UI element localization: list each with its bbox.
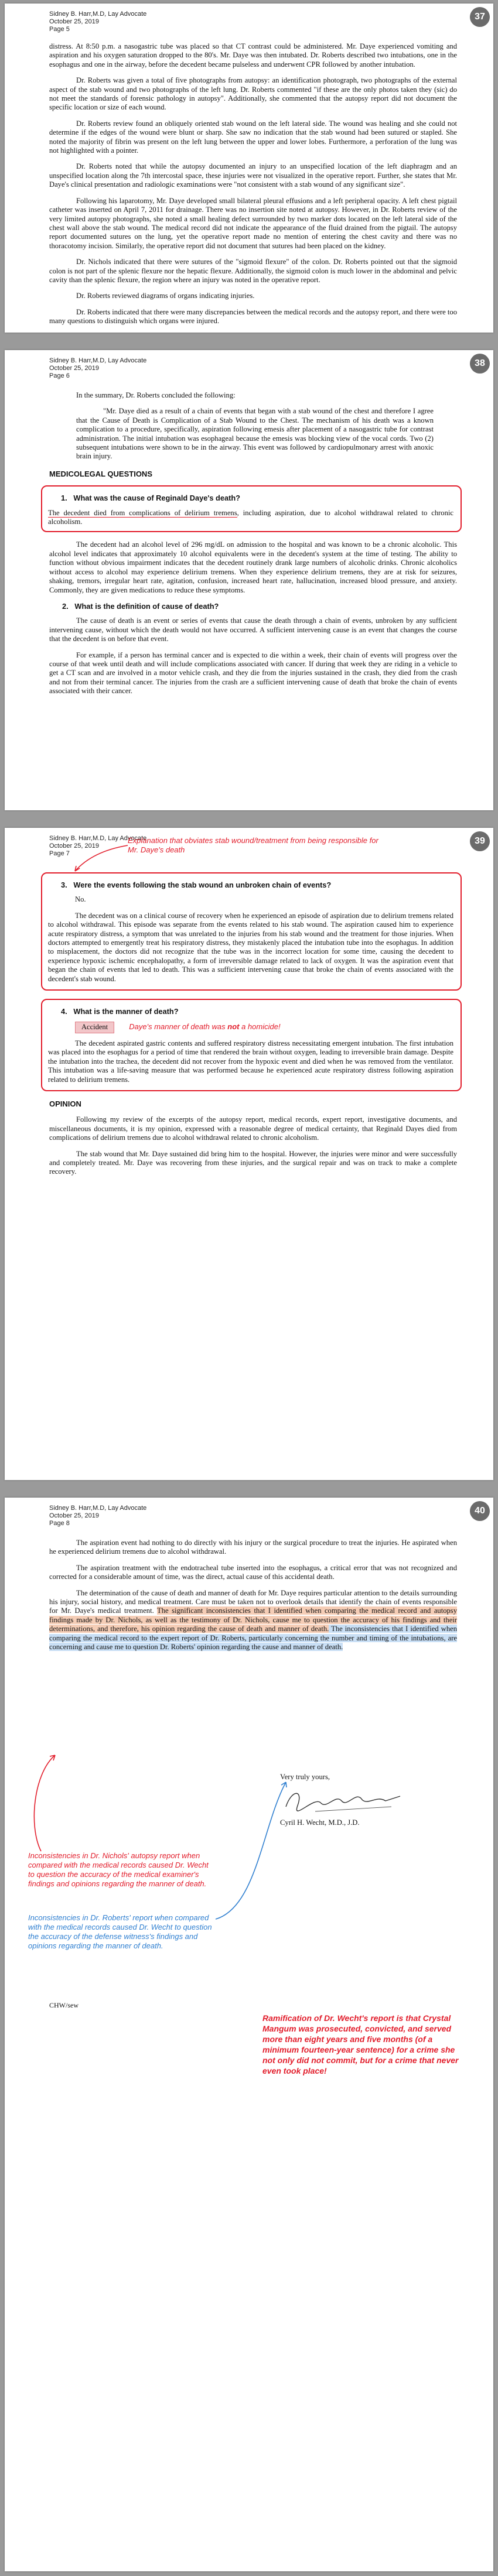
paragraph: The stab wound that Mr. Daye sustained did bring him to the hospital. However, the injuries were minor and were successfully and completely treated. Mr. Daye was recovering from these injuries, and the surgical repair and was on track to make a complete recovery. bbox=[49, 1149, 457, 1176]
header-author: Sidney B. Harr,M.D, Lay Advocate bbox=[49, 835, 147, 842]
header-page-label: Page 6 bbox=[49, 372, 70, 379]
paragraph: The aspiration event had nothing to do directly with his injury or the surgical procedure to treat the injuries. He aspirated when he experienced delirium tremens due to alcohol withdrawal. bbox=[49, 1539, 457, 1556]
page-badge: 37 bbox=[470, 7, 490, 27]
highlight-nichols: The significant inconsistencies that I identified when comparing the medical record and autopsy findings made by Dr. Nichols, as well as the testimony of Dr. Nichols, cause me to question the accuracy of his findings and their determinations, and therefore, his opinion regarding the cause of death and manner of death. bbox=[49, 1606, 457, 1633]
quoted-summary: "Mr. Daye died as a result of a chain of events that began with a stab wound of the chest and therefore I agree that the Cause of Death is Complication of a Stab Wound to the Chest. The mechanism of his death was a known complication to a procedure, specifically, aspiration following emesis after placement of a nasogastric tube for contrast administration. The initial intubation was esophageal because the emesis was blocking view of the vocal cords. Two (2) subsequent intubations were shown to be in the airway. This event was followed by cardiopulmonary arrest with anoxic brain injury. bbox=[76, 407, 434, 461]
paragraph: The aspiration treatment with the endotracheal tube inserted into the esophagus, a critical error that was not recognized and corrected for a considerable amount of time, was the direct, actual cause of this accidental death. bbox=[49, 1563, 457, 1581]
page-badge: 40 bbox=[470, 1501, 490, 1521]
page-header bbox=[49, 1505, 146, 1527]
annotation-ramification: Ramification of Dr. Wecht's report is that Crystal Mangum was prosecuted, convicted, and served more than eight years and five months (of a minimum fourteen-year sentence) for a crime she not only did not commit, but for a crime that never even took place! bbox=[262, 2013, 459, 2075]
paragraph: For example, if a person has terminal cancer and is expected to die within a week, their chain of events will progress over the course of that week until death and will include complications associated with cancer. If during that week they are riding in a vehicle to get a CT scan and are involved in a motor vehicle crash, and they die from the injuries sustained in the crash, they died from the crash and not from their terminal cancer. The injuries from the crash are a sufficient intervening cause of death that broke the chain of events associated with their cancer. bbox=[49, 650, 457, 696]
paragraph: Following my review of the excerpts of the autopsy report, medical records, expert report, investigative documents, and miscellaneous documents, it is my opinion, expressed with a reasonable degree of medical certainty, that Reginald Dayes died from complications of delirium tremens due to alcohol withdrawal related to chronic alcoholism. bbox=[49, 1115, 457, 1142]
accident-tag: Accident bbox=[75, 1022, 114, 1033]
signature-image bbox=[280, 1783, 409, 1818]
paragraph: Dr. Roberts noted that while the autopsy documented an injury to an unspecified location of the left diaphragm and an unspecified location along the 7th intercostal space, these injuries were not visualized in the operative report. Further, she states that Mr. Daye's clinical presentation and radiologic examinations were "not consistent with a stab wound of any significant size". bbox=[49, 162, 457, 189]
paragraph: Dr. Nichols indicated that there were sutures of the "sigmoid flexure" of the colon. Dr. Roberts pointed out that the sigmoid colon is not part of the splenic flexure nor the hepatic flexure. Additionally, the sigmoid colon is much lower in the abdominal and pelvic cavity than the splenic flexure, the region where an injury was noted in the operative report. bbox=[49, 258, 457, 284]
question-heading: 4. What is the manner of death? bbox=[61, 1007, 179, 1016]
highlight-box-question-1 bbox=[41, 485, 462, 532]
highlight-box-question-4 bbox=[41, 999, 462, 1091]
header-author: Sidney B. Harr,M.D, Lay Advocate bbox=[49, 357, 147, 364]
annotation-explanation: Explanation that obviates stab wound/treatment from being responsible for Mr. Daye's death bbox=[128, 836, 378, 854]
header-date: October 25, 2019 bbox=[49, 365, 100, 372]
document-page-40 bbox=[5, 1498, 493, 2571]
annotation-nichols: Inconsistencies in Dr. Nichols' autopsy report when compared with the medical records caused Dr. Wecht to question the accuracy of the medical examiner's findings and opinions regarding the manner of death. bbox=[28, 1851, 209, 1888]
annotation-roberts: Inconsistencies in Dr. Roberts' report when compared with the medical records caused Dr. Wecht to question the accuracy of the defense witness's findings and opinions regarding the manner of death. bbox=[28, 1913, 212, 1950]
paragraph: The decedent aspirated gastric contents and suffered respiratory distress necessitating emergent intubation. The first intubation was placed into the esophagus for a period of time that rendered the brain without oxygen, leading to irreversible brain damage. Despite the intubation into the trachea, the decedent did not recover from the hypoxic event and died when he was removed from the ventilator. This intubation was a life-saving measure that was performed because he experienced acute respiratory distress following aspiration related to delirium tremens. bbox=[48, 1039, 453, 1084]
header-page-label: Page 8 bbox=[49, 1520, 70, 1527]
paragraph: Dr. Roberts review found an obliquely oriented stab wound on the left lateral side. The wound was healing and she could not determine if the edges of the wound were blunt or sharp. She saw no indication that the stab wound had been sutured or stapled. She noted the majority of fibrin was present on the left lung between the upper and lower lobes. Furthermore, a perforation of the lung was not highlighted with a pointer. bbox=[49, 119, 457, 155]
paragraph-highlighted: The determination of the cause of death and manner of death for Mr. Daye requires particular attention to the details surrounding his injury, social history, and medical treatment. Care must be taken not to overlook details that identify the chain of events responsible for Mr. Daye's medical treatment. The significant inconsistencies that I identified when comparing the medical record and autopsy findings made by Dr. Nichols, as well as the testimony of Dr. Nichols, cause me to question the accuracy of his findings and their determinations, and therefore, his opinion regarding the cause of death and manner of death. The inconsistencies that I identified when comparing the medical record to the expert report of Dr. Roberts, particularly concerning the number and timing of the intubations, are concerning and cause me to question Dr. Roberts' opinion regarding the cause and manner of death. bbox=[49, 1588, 458, 1652]
underlined-answer: The decedent died from complications of delirium tremens bbox=[48, 508, 237, 517]
document-page-39 bbox=[5, 828, 493, 1480]
header-date: October 25, 2019 bbox=[49, 18, 100, 25]
signature-name: Cyril H. Wecht, M.D., J.D. bbox=[280, 1818, 360, 1827]
paragraph: Dr. Roberts was given a total of five photographs from autopsy: an identification photograph, two photographs of the external aspect of the stab wound and two photographs of the left lung. Dr. Roberts commented "if these are the only photos taken they (sic) do not meet the standards of forensic pathology in autopsy". Additionally, she commented that the autopsy report did not document the specific location or size of each wound. bbox=[49, 76, 457, 112]
closing: Very truly yours, bbox=[280, 1773, 330, 1781]
paragraph: distress. At 8:50 p.m. a nasogastric tube was placed so that CT contrast could be administered. Mr. Daye experienced vomiting and aspiration and his oxygen saturation dropped to the 80's. Mr. Daye was then intubated. Dr. Roberts described two intubations, one in the esophagus and one in the airway, before the decedent became pulseless and underwent CPR followed by another intubation. bbox=[49, 42, 457, 68]
paragraph: Dr. Roberts reviewed diagrams of organs indicating injuries. bbox=[76, 292, 255, 300]
header-page-label: Page 5 bbox=[49, 26, 70, 33]
page-badge: 39 bbox=[470, 831, 490, 851]
manner-answer-row bbox=[75, 1022, 453, 1033]
header-date: October 25, 2019 bbox=[49, 1512, 100, 1519]
page-badge: 38 bbox=[470, 354, 490, 374]
question-heading: 3. Were the events following the stab wound an unbroken chain of events? bbox=[61, 881, 332, 889]
highlight-box-question-3 bbox=[41, 872, 462, 991]
header-page-label: Page 7 bbox=[49, 850, 70, 857]
document-page-37 bbox=[5, 4, 493, 333]
document-page-38 bbox=[5, 350, 493, 810]
initials: CHW/sew bbox=[49, 2001, 79, 2009]
paragraph: The decedent had an alcohol level of 296 mg/dL on admission to the hospital and was known to be a chronic alcoholic. This alcohol level indicates that approximately 10 alcohol equivalents were in the decedent's system at the time of testing. The ability to function without obvious impairment indicates that the decedent routinely drank large numbers of alcoholic drinks. Chronic alcoholics without access to alcohol may experience delirium tremens. When they experience delirium tremens, they are at risk for seizures, shaking, tremors, irregular heart rate, agitation, confusion, increased heart rate, hallucination, increased blood pressure, and anxiety. Commonly, they are given medications to reduce these symptoms. bbox=[49, 540, 457, 594]
question-heading: 2. What is the definition of cause of death? bbox=[62, 601, 219, 611]
header-author: Sidney B. Harr,M.D, Lay Advocate bbox=[49, 11, 147, 18]
section-heading: OPINION bbox=[49, 1099, 81, 1108]
paragraph: The decedent was on a clinical course of recovery when he experienced an episode of aspiration due to delirium tremens related to alcohol withdrawal. This episode was separate from the events related to his stab wound. The aspiration caused him to experience acute respiratory distress, a symptom that was unrelated to the injuries from his stab wound and the treatment for those injuries. When doctors attempted to emergently treat his respiratory distress, they mistakenly placed the intubation tube into the esophagus. In addition to misplacement, the doctors did not recognize that the tube was in the incorrect location for some time, causing the decedent to experience hypoxic ischemic encephalopathy, a form of irreversible damage related to lack of oxygen. It was the aspiration event that began the chain of events that led to death. This was a sufficient intervening cause that broke the chain of events associated with the decedent's stab wound. bbox=[48, 911, 453, 983]
page-body bbox=[49, 1539, 457, 1659]
question-answer: No. bbox=[75, 895, 86, 904]
section-heading: MEDICOLEGAL QUESTIONS bbox=[49, 469, 152, 478]
page-header bbox=[49, 357, 146, 380]
paragraph: The cause of death is an event or series of events that cause the death through a chain of events, unbroken by any sufficient intervening cause, without which the death would not have occurred. A sufficient intervening cause is an event that changes the course that the decedent is on before that event. bbox=[49, 616, 457, 643]
header-date: October 25, 2019 bbox=[49, 842, 100, 849]
question-answer: The decedent died from complications of delirium tremens, including aspiration, due to alcohol withdrawal related to chronic alcoholism. bbox=[48, 508, 453, 526]
annotation-not-homicide: Daye's manner of death was not a homicide! bbox=[129, 1022, 281, 1032]
question-heading: 1. What was the cause of Reginald Daye's death? bbox=[61, 494, 241, 503]
paragraph: In the summary, Dr. Roberts concluded the following: bbox=[76, 391, 236, 399]
page-body bbox=[49, 872, 457, 1184]
page-body bbox=[49, 42, 457, 333]
highlight-roberts: The inconsistencies that I identified when comparing the medical record to the expert report of Dr. Roberts, particularly concerning the number and timing of the intubations, are concerning and cause me to question Dr. Roberts' opinion regarding the cause and manner of death. bbox=[49, 1625, 458, 1652]
paragraph: Dr. Roberts indicated that there were many discrepancies between the medical records and the autopsy report, and there were too many questions to distinguish which organs were injured. bbox=[49, 307, 457, 326]
page-body bbox=[49, 391, 457, 703]
paragraph: Following his laparotomy, Mr. Daye developed small bilateral pleural effusions and a left peripheral opacity. A left chest pigtail catheter was inserted on April 7, 2011 for drainage. There was no insertion site noted at autopsy. However, in Dr. Roberts review of the very limited autopsy photographs, she noted a small healing defect surrounded by two marker dots located on the left lateral side of the chest wall above the stab wound. The medical record did not indicate the appearance of the fluid drained from the pigtail. The autopsy report documented sutures on the lung, yet the operative report made no mention of entering the chest cavity and there was no thoracotomy incision. Similarly, the operative report did not document that sutures had been placed on the kidney. bbox=[49, 196, 457, 250]
header-author: Sidney B. Harr,M.D, Lay Advocate bbox=[49, 1505, 147, 1512]
page-header bbox=[49, 11, 146, 33]
